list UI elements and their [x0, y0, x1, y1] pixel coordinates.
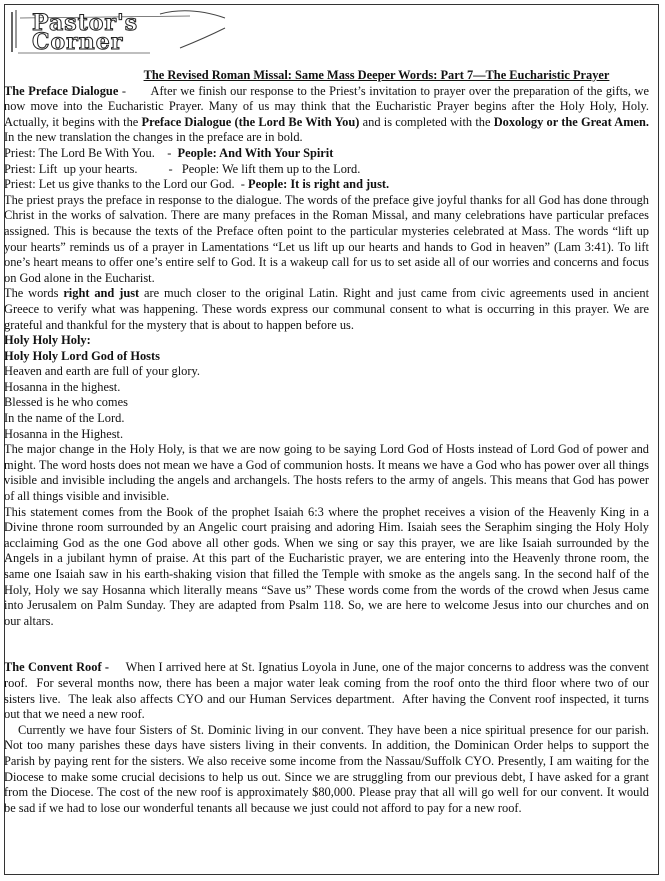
isaiah-paragraph: This statement comes from the Book of the prophet Isaiah 6:3 where the prophet receives a vision of the Heavenly King in a Divine throne room surrounded by an Angelic court praising and adoring Him. Isaiah sees the Seraphim singing the Holy Holy acclaiming God as the one God above all other gods. When we sing or say this prayer, we are like Isaiah surrounded by the Angels in a jubilant hymn of praise. At this part of the Eucharistic prayer, we are entering into the Heavenly throne room, the same one Isaiah saw in his earth-shaking vision that filled the Temple with smoke as the angels sang. In the second half of the Holy, Holy we say Hosanna which literally means “Save us” These words come from the words of the crowd when Jesus came into Jerusalem on Palm Sunday. They are adapted from Psalm 118. So, we are here to welcome Jesus into our churches and on our altars.: [4, 504, 649, 628]
hosts-paragraph: The major change in the Holy Holy, is that we are now going to be saying Lord God of Hosts instead of Lord God of power and might. The word hosts does not mean we have a God of communion hosts. It means we have a God who has power over all things visible and invisible including the angels and archangels. The hosts refers to the army of angels. This means that God has power of all things visible and invisible.: [4, 442, 649, 504]
dialogue-line-1: [4, 146, 649, 162]
dialogue-line-3: [4, 177, 649, 193]
dialogue-line-3-priest: Priest: Let us give thanks to the Lord our God. -: [4, 177, 248, 192]
preface-bold-d: Doxology or the Great Amen.: [493, 114, 650, 129]
logo-line-1: Pastor's: [32, 10, 139, 36]
dialogue-line-1-priest: Priest: The Lord Be With You. -: [4, 145, 178, 160]
preface-dash: -: [118, 83, 151, 98]
hymn-line: Hosanna in the Highest.: [4, 426, 124, 441]
right-and-just-paragraph: [4, 286, 649, 333]
section-gap: [4, 629, 649, 660]
hymn-line: Heaven and earth are full of your glory.: [4, 364, 200, 379]
convent-paragraph-2: Currently we have four Sisters of St. Dominic living in our convent. They have been a nice spiritual presence for our parish. Not too many parishes these days have sisters living in their convents. In addition, the Dominican Order helps to support the Parish by paying rent for the sisters. We also receive some income from the Nassau/Suffolk CYO. Presently, I am waiting for the Diocese to make some crucial decisions to help us out. Since we are struggling from our previous debt, I have asked for a grant from the Diocese. The cost of the new roof is approximately $80,000. Please pray that all will go well for our convent. It would be sad if we had to lose our wonderful tenants all because we just could not afford to pay for a new roof.: [4, 722, 649, 815]
pastors-corner-logo: [10, 8, 230, 56]
bulletin-content: [4, 68, 653, 816]
dialogue-line-3-people: People: It is right and just.: [248, 177, 390, 192]
preface-bold-b: Preface Dialogue (the Lord Be With You): [141, 114, 360, 129]
holy-heading-2-text: Holy Holy Lord God of Hosts: [4, 348, 160, 363]
right-just-bold: right and just: [63, 286, 140, 301]
holy-heading-2: [4, 349, 649, 365]
convent-text-1: When I arrived here at St. Ignatius Loyola in June, one of the major concerns to address was the convent roof. For several months now, there has been a major water leak coming from the roof onto the third floor where two of our sisters live. The leak also affects CYO and our Human Services department. After having the Convent roof inspected, it turns out that we need a new roof.: [4, 660, 653, 722]
holy-heading-1-text: Holy Holy Holy:: [4, 333, 91, 348]
convent-heading: The Convent Roof -: [4, 660, 110, 675]
preface-explanation: The priest prays the preface in response to the dialogue. The words of the preface give joyful thanks for all God has done through Christ in the works of salvation. There are many prefaces in the Roman Missal, and many celebrations have particular prefaces assigned. This is because the texts of the Preface often point to the particular mysteries celebrated at Mass. The words “lift up your hearts” reminds us of a prayer in Lamentations “Let us lift up our hearts and hands to God in heaven” (Lam 3:41). To lift one’s heart means to offer one’s entire self to God. It is a wakeup call for us to set aside all of our worries and concerns and focus on God alone in the Eucharist.: [4, 192, 649, 285]
preface-heading: The Preface Dialogue: [4, 83, 119, 98]
preface-text-e: In the new translation the changes in the preface are in bold.: [4, 130, 303, 145]
holy-heading-1: [4, 333, 649, 349]
hymn-line: Hosanna in the highest.: [4, 379, 121, 394]
convent-paragraph-1: [4, 660, 653, 722]
dialogue-line-2: Priest: Lift up your hearts. - People: We lift them up to the Lord.: [4, 161, 361, 176]
preface-paragraph: [4, 84, 649, 146]
logo-line-2: Corner: [32, 29, 124, 55]
hymn-line: Blessed is he who comes: [4, 395, 128, 410]
right-just-text-b: are much closer to the original Latin. Right and just came from civic agreements used in ancient Greece to verify what was happening. These words express our communal consent to what is occurring in this prayer. We are grateful and thankful for the mystery that is about to happen before us.: [4, 286, 650, 332]
preface-text-a: After we finish our response to the Priest’s invitation to prayer over the preparation of the gifts, we now move into the Eucharistic Prayer. Many of us may think that the Eucharistic Prayer begins after the Holy Holy, Holy. Actually, it begins with the: [4, 83, 649, 129]
preface-text-c: and is completed with the: [359, 114, 494, 129]
article-title: The Revised Roman Missal: Same Mass Deeper Words: Part 7—The Eucharistic Prayer: [143, 68, 610, 82]
dialogue-line-1-people: People: And With Your Spirit: [177, 145, 334, 160]
right-just-text-a: The words: [4, 286, 64, 301]
hymn-line: In the name of the Lord.: [4, 411, 125, 426]
